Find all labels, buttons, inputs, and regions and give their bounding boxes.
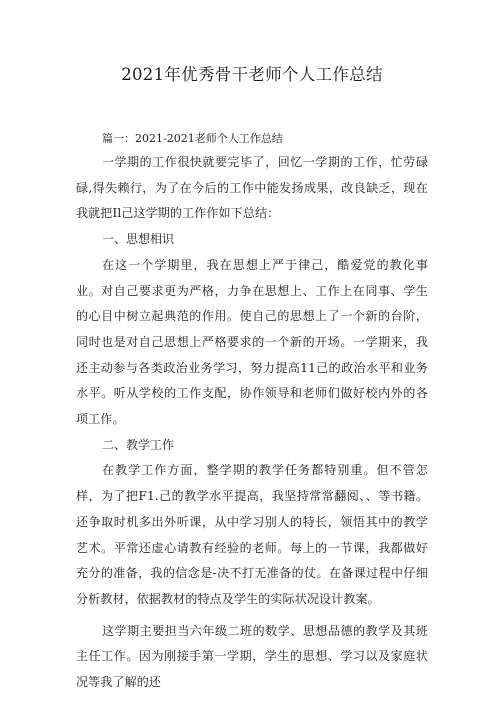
part-heading: 篇一：2021-2021老师个人工作总结 bbox=[102, 132, 283, 145]
section-paragraph-teaching: 在教学工作方面，整学期的教学任务都特别重。但不管怎样，为了把F1.己的教学水平提高，我坚持常常翻阅、、等书籍。还争取时机多出外听课，从中学习别人的特长，领悟其中的教学艺术。平常还虚心请教有经验的老师。每上的一节课，我都做好充分的准备，我的信念是-决不打无准备的仗。在备课过程中仔细分析教材，依据教材的特点及学生的实际状况设计教案。 bbox=[76, 463, 428, 606]
section-paragraph-teaching-continued: 这学期主要担当六年级二班的数学、思想品德的教学及其班主任工作。因为刚接手第一学期，学生的思想、学习以及家庭状况等我了解的还 bbox=[76, 623, 428, 690]
section-paragraph-thought: 在这一个学期里，我在思想上严于律己，酷爱党的教化事业。对自己要求更为严格，力争在思想上、工作上在同事、学生的心目中树立起典范的作用。使自己的思想上了一个新的台阶，同时也是对自己思想上严格要求的一个新的开场。一学期来，我还主动参与各类政治业务学习，努力提高11己的政治水平和业务水平。听从学校的工作支配，协作领导和老师们做好校内外的各项工作。 bbox=[76, 257, 428, 427]
document-title: 2021年优秀骨干老师个人工作总结 bbox=[121, 65, 383, 84]
section-heading-thought: 一、思想相识 bbox=[102, 232, 175, 247]
intro-paragraph: 一学期的工作很快就要完毕了，回忆一学期的工作，忙劳碌碌,得失赖行，为了在今后的工作中能发扬成果，改良缺乏，现在我就把Il己这学期的工作作如下总结： bbox=[76, 155, 428, 221]
section-heading-teaching: 二、教学工作 bbox=[102, 437, 175, 452]
